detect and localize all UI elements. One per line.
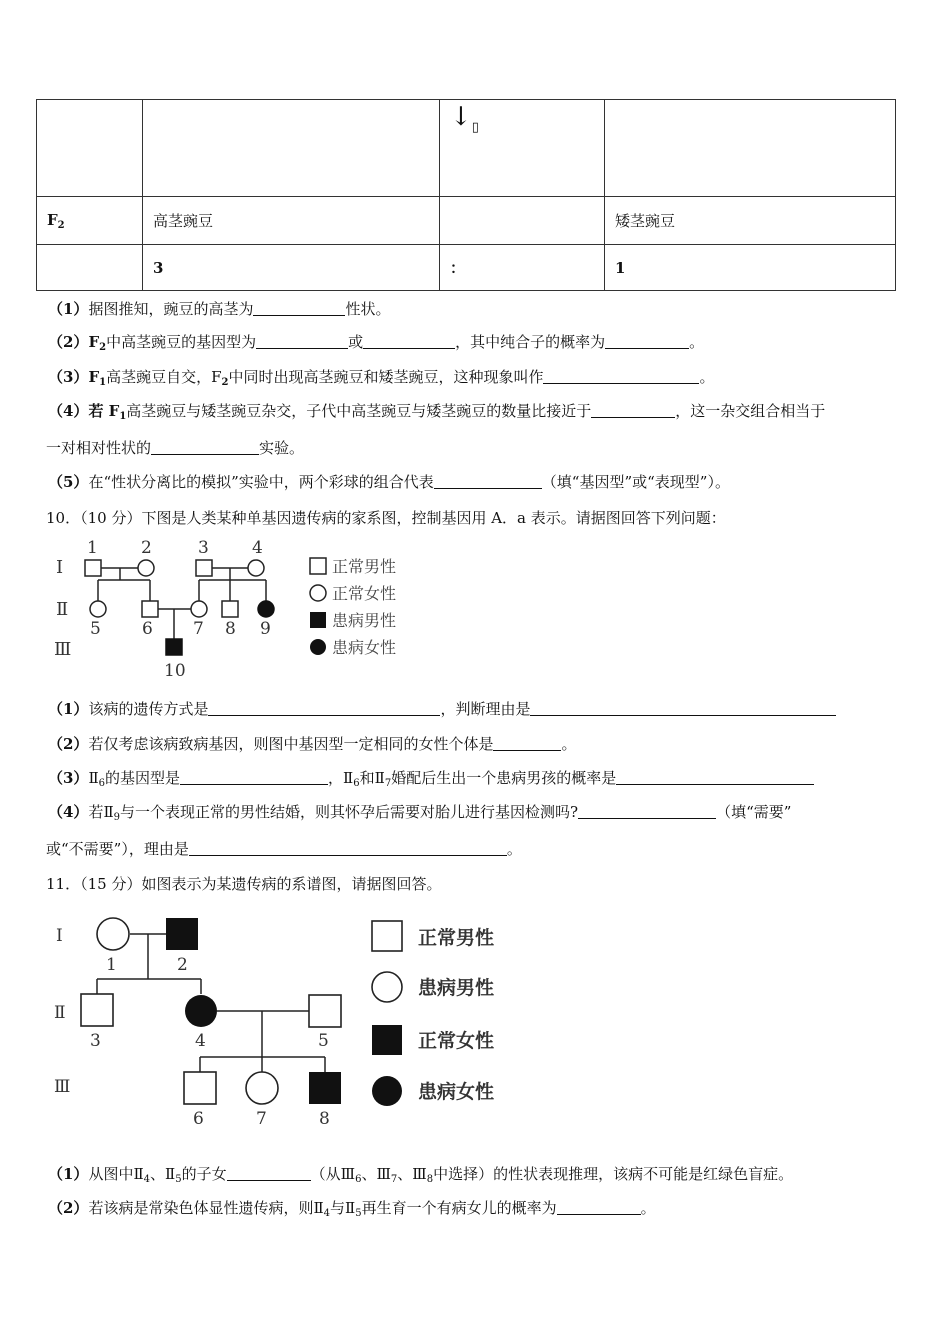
- text: 和Ⅱ: [359, 769, 385, 787]
- normal-male-symbol: [85, 560, 101, 576]
- part-number: （3）: [48, 769, 89, 787]
- table-row: [37, 197, 896, 245]
- table-cell: 矮茎豌豆: [605, 197, 896, 245]
- normal-female-symbol: [191, 601, 207, 617]
- text: 该病的遗传方式是: [88, 700, 209, 718]
- generation-label: Ⅲ: [54, 1077, 71, 1097]
- subscript: 2: [57, 219, 65, 231]
- text: 一对相对性状的: [46, 439, 152, 457]
- generation-label: Ⅱ: [56, 599, 69, 620]
- affected-female-symbol: [185, 995, 217, 1027]
- text: 、Ⅲ: [397, 1165, 427, 1183]
- normal-male-symbol: [196, 560, 212, 576]
- text: 再生育一个有病女儿的概率为: [361, 1199, 557, 1217]
- table-cell: [37, 197, 143, 245]
- subscript: 6: [98, 778, 106, 789]
- individual-number: 4: [252, 538, 263, 558]
- down-arrow-icon: ↓: [450, 102, 472, 132]
- part-number: （3）: [48, 368, 89, 386]
- text: 、Ⅱ: [150, 1165, 176, 1183]
- legend-label: 患病男性: [332, 611, 397, 630]
- q10-part2: [48, 733, 920, 754]
- text: 性状。: [345, 300, 391, 318]
- q9-part4: [48, 400, 920, 422]
- answer-blank[interactable]: [493, 735, 561, 751]
- q9-part5: [48, 471, 920, 492]
- answer-blank[interactable]: [605, 333, 689, 349]
- text: 实验。: [259, 439, 305, 457]
- affected-female-symbol: [258, 601, 274, 617]
- individual-number: 2: [141, 538, 152, 558]
- individual-number: 7: [256, 1109, 267, 1129]
- subscript: 4: [143, 1174, 151, 1185]
- answer-blank[interactable]: [208, 700, 440, 716]
- legend-normal-female-icon: [310, 585, 326, 601]
- generation-label: Ⅱ: [54, 1003, 66, 1023]
- normal-male-symbol: [222, 601, 238, 617]
- text: 高茎豌豆自交，F: [106, 368, 222, 386]
- text: 、Ⅲ: [361, 1165, 391, 1183]
- legend-normal-male-icon: [372, 921, 402, 951]
- text: ，这一杂交组合相当于: [675, 402, 826, 420]
- text: （从Ⅲ: [310, 1165, 356, 1183]
- individual-number: 6: [142, 619, 153, 639]
- individual-number: 1: [87, 538, 98, 558]
- part-number: （5）: [48, 473, 89, 491]
- answer-blank[interactable]: [543, 368, 699, 384]
- subscript: 8: [426, 1174, 434, 1185]
- text: 若仅考虑该病致病基因，则图中基因型一定相同的女性个体是: [88, 735, 494, 753]
- table-cell: 高茎豌豆: [143, 197, 440, 245]
- table-cell: 3: [143, 245, 440, 291]
- q11-part2: [48, 1197, 920, 1219]
- legend-affected-male-icon: [372, 972, 402, 1002]
- q10-pedigree-chart: [50, 536, 430, 680]
- individual-number: 3: [198, 538, 209, 558]
- answer-blank[interactable]: [578, 803, 716, 819]
- q10-part4-cont: [46, 838, 920, 859]
- text: 。: [689, 333, 705, 351]
- text: 据图推知，豌豆的高茎为: [88, 300, 254, 318]
- table-cell: ：: [440, 245, 605, 291]
- normal-female-symbol: [246, 1072, 278, 1104]
- table-cell: [37, 245, 143, 291]
- text: 在“性状分离比的模拟”实验中，两个彩球的组合代表: [88, 473, 434, 491]
- legend-normal-male-icon: [310, 558, 326, 574]
- individual-number: 4: [195, 1031, 206, 1051]
- text: 若Ⅱ: [88, 803, 114, 821]
- subscript: 1: [99, 377, 107, 388]
- text: 。: [640, 1199, 656, 1217]
- text: ，判断理由是: [440, 700, 531, 718]
- normal-female-symbol: [138, 560, 154, 576]
- table-row: [37, 100, 896, 197]
- part-number: （4）: [48, 803, 89, 821]
- q9-part3: [48, 366, 920, 388]
- text: 。: [506, 840, 522, 858]
- table-row: [37, 245, 896, 291]
- individual-number: 3: [90, 1031, 101, 1051]
- text: 与一个表现正常的男性结婚，则其怀孕后需要对胎儿进行基因检测吗?: [120, 803, 579, 821]
- part-number: （1）: [48, 300, 89, 318]
- text: 中高茎豌豆的基因型为: [106, 333, 257, 351]
- affected-male-symbol: [166, 639, 182, 655]
- answer-blank[interactable]: [616, 769, 814, 785]
- q10-title: 10．（10 分）下图是人类某种单基因遗传病的家系图，控制基因用 A．a 表示。请据图回答下列问题：: [46, 509, 726, 527]
- q9-part4-cont: [46, 437, 920, 458]
- q10-part1: [48, 698, 920, 719]
- subscript: 4: [323, 1208, 331, 1219]
- individual-number: 7: [193, 619, 204, 639]
- generation-label: Ⅲ: [54, 639, 72, 660]
- table-cell: [143, 100, 440, 197]
- text: 若该病是常染色体显性遗传病，则Ⅱ: [88, 1199, 324, 1217]
- individual-number: 9: [260, 619, 271, 639]
- text: 或“不需要”），理由是: [46, 840, 189, 858]
- text: ，其中纯合子的概率为: [455, 333, 606, 351]
- individual-number: 1: [106, 955, 117, 975]
- subscript: 2: [221, 377, 229, 388]
- text: 的基因型是: [105, 769, 181, 787]
- answer-blank[interactable]: [227, 1165, 311, 1181]
- text: （填“需要”: [716, 803, 792, 821]
- legend-affected-female-icon: [310, 639, 326, 655]
- affected-male-symbol: [166, 918, 198, 950]
- answer-blank[interactable]: [189, 840, 507, 856]
- part-number: （2）: [48, 735, 89, 753]
- part-number: （1）: [48, 1165, 89, 1183]
- text: 从图中Ⅱ: [88, 1165, 144, 1183]
- legend-label: 正常男性: [332, 557, 397, 576]
- text: Ⅱ: [88, 769, 99, 787]
- part-number: （2）: [48, 1199, 89, 1217]
- q9-part2: [48, 331, 920, 353]
- legend-label: 正常女性: [332, 584, 397, 603]
- normal-male-symbol: [309, 995, 341, 1027]
- text: 若 F: [88, 402, 120, 420]
- answer-blank[interactable]: [591, 402, 675, 418]
- legend-label: 患病女性: [332, 638, 397, 657]
- text: 高茎豌豆与矮茎豌豆杂交，子代中高茎豌豆与矮茎豌豆的数量比接近于: [126, 402, 592, 420]
- text: 婚配后生出一个患病男孩的概率是: [391, 769, 617, 787]
- answer-blank[interactable]: [530, 700, 836, 716]
- subscript: 9: [113, 812, 121, 823]
- q10-part3: [48, 767, 920, 789]
- box-glyph: ▯: [471, 120, 479, 135]
- individual-number: 5: [318, 1031, 329, 1051]
- normal-female-symbol: [97, 918, 129, 950]
- answer-blank[interactable]: [256, 333, 348, 349]
- legend-label: 正常女性: [418, 1030, 495, 1052]
- legend-affected-male-icon: [310, 612, 326, 628]
- subscript: 1: [119, 411, 127, 422]
- subscript: 6: [353, 778, 360, 789]
- individual-number: 8: [319, 1109, 330, 1129]
- f2-ratio-table: [36, 99, 896, 291]
- answer-blank[interactable]: [557, 1199, 641, 1215]
- text: 的子女: [181, 1165, 227, 1183]
- text: 中同时出现高茎豌豆和矮茎豌豆，这种现象叫作: [228, 368, 544, 386]
- generation-label: Ⅰ: [56, 926, 63, 946]
- subscript: 5: [175, 1174, 182, 1185]
- legend-label: 患病男性: [418, 977, 495, 999]
- table-cell: 1: [605, 245, 896, 291]
- normal-male-symbol: [81, 994, 113, 1026]
- legend-affected-female-icon: [372, 1076, 402, 1106]
- individual-number: 2: [177, 955, 188, 975]
- legend-label: 患病女性: [418, 1081, 495, 1103]
- text: 。: [561, 735, 577, 753]
- answer-blank[interactable]: [253, 300, 345, 316]
- table-cell: [440, 197, 605, 245]
- text: 。: [699, 368, 715, 386]
- legend-label: 正常男性: [418, 927, 495, 949]
- q11-part1: [48, 1163, 920, 1185]
- text: F: [88, 333, 100, 351]
- answer-blank[interactable]: [434, 473, 542, 489]
- part-number: （1）: [48, 700, 89, 718]
- subscript: 7: [390, 1174, 398, 1185]
- part-number: （2）: [48, 333, 89, 351]
- answer-blank[interactable]: [363, 333, 455, 349]
- answer-blank[interactable]: [151, 439, 259, 455]
- part-number: （4）: [48, 402, 89, 420]
- text: 与Ⅱ: [330, 1199, 356, 1217]
- normal-male-symbol: [142, 601, 158, 617]
- q11-pedigree-chart: [50, 912, 530, 1132]
- subscript: 2: [99, 342, 107, 353]
- generation-label: Ⅰ: [56, 557, 64, 578]
- individual-number: 6: [193, 1109, 204, 1129]
- table-cell: [37, 100, 143, 197]
- q9-part1: [48, 298, 920, 319]
- q11-title: 11．（15 分）如图表示为某遗传病的系谱图，请据图回答。: [46, 875, 442, 893]
- text: 中选择）的性状表现推理，该病不可能是红绿色盲症。: [433, 1165, 794, 1183]
- normal-female-symbol: [90, 601, 106, 617]
- text: （填“基因型”或“表现型”）。: [541, 473, 730, 491]
- normal-male-symbol: [184, 1072, 216, 1104]
- f2-label: F: [47, 210, 58, 229]
- text: 或: [348, 333, 364, 351]
- individual-number: 10: [164, 661, 186, 680]
- subscript: 5: [355, 1208, 362, 1219]
- individual-number: 8: [225, 619, 236, 639]
- q10-part4: [48, 801, 920, 823]
- text: ，Ⅱ: [328, 769, 354, 787]
- affected-male-symbol: [309, 1072, 341, 1104]
- subscript: 7: [384, 778, 392, 789]
- text: F: [88, 368, 100, 386]
- table-cell: [605, 100, 896, 197]
- legend-normal-female-icon: [372, 1025, 402, 1055]
- individual-number: 5: [90, 619, 101, 639]
- subscript: 6: [355, 1174, 362, 1185]
- normal-female-symbol: [248, 560, 264, 576]
- table-cell: [440, 100, 605, 197]
- answer-blank[interactable]: [180, 769, 328, 785]
